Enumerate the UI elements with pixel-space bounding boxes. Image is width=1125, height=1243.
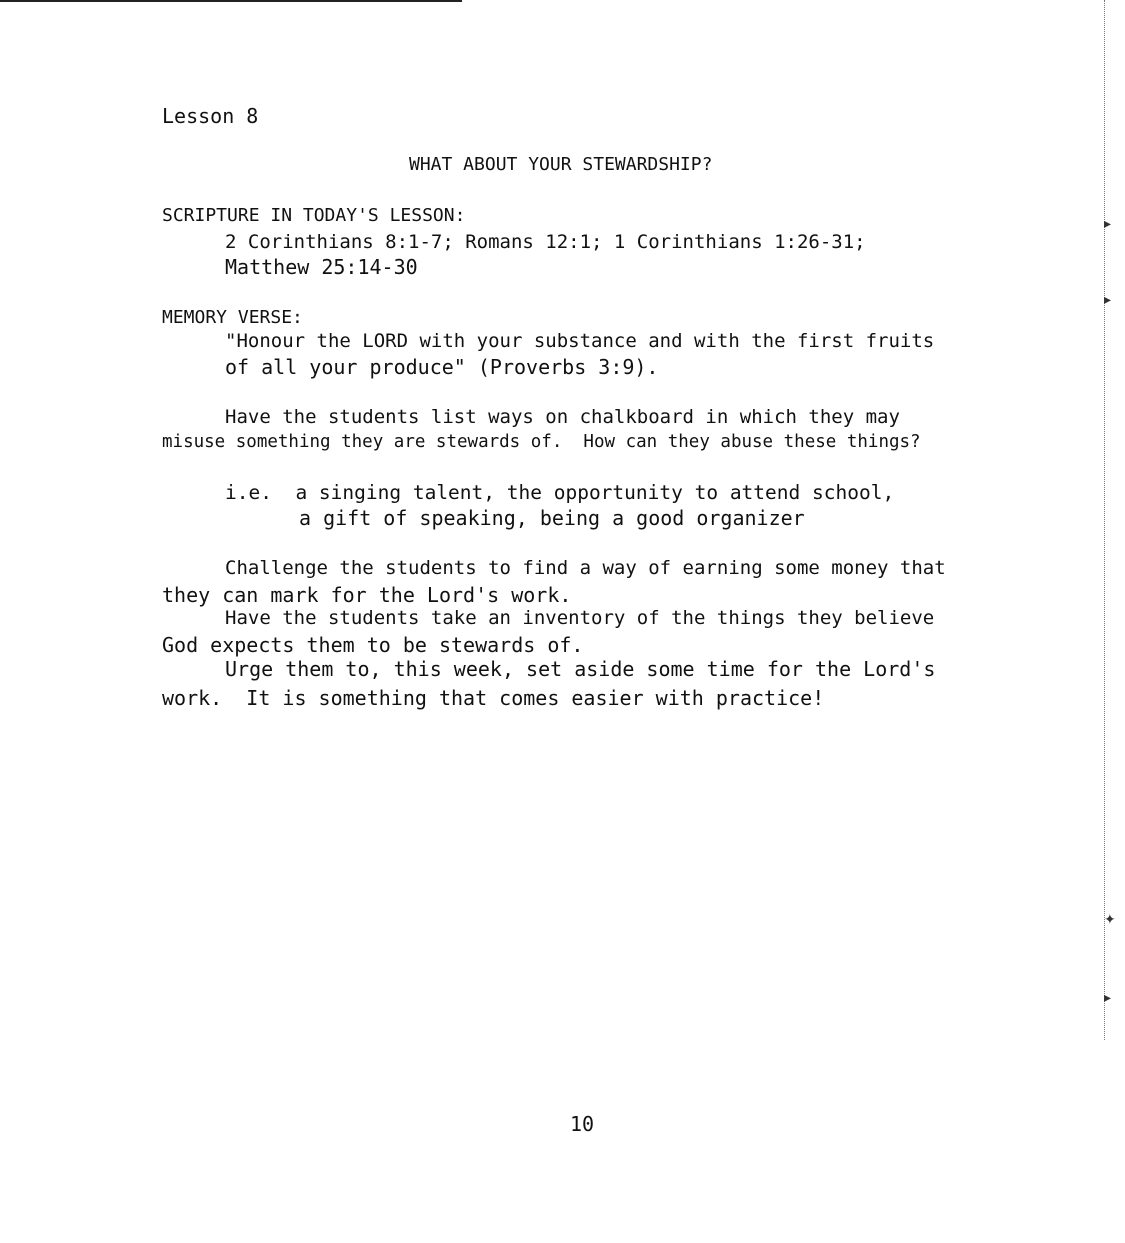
memory-verse-line-1: "Honour the LORD with your substance and with the first fruits bbox=[225, 330, 935, 352]
scripture-heading: SCRIPTURE IN TODAY'S LESSON: bbox=[162, 205, 466, 226]
paragraph-1-line-1: Have the students list ways on chalkboard in which they may bbox=[225, 406, 900, 428]
paragraph-2-line-6: work. It is something that comes easier with practice! bbox=[162, 686, 825, 710]
memory-verse-heading: MEMORY VERSE: bbox=[162, 307, 303, 328]
memory-verse-line-2: of all your produce" (Proverbs 3:9). bbox=[225, 355, 659, 379]
scan-artifact-mark: ▸ bbox=[1104, 292, 1112, 308]
scan-artifact-mark: ▸ bbox=[1104, 216, 1112, 232]
paragraph-2-line-4: God expects them to be stewards of. bbox=[162, 633, 584, 657]
scan-artifact-mark: ✦ bbox=[1104, 912, 1116, 928]
examples-line-1: i.e. a singing talent, the opportunity to attend school, bbox=[225, 481, 895, 504]
examples-line-2: a gift of speaking, being a good organizer bbox=[299, 506, 805, 530]
scan-top-edge-line bbox=[0, 0, 462, 2]
paragraph-2-line-3: Have the students take an inventory of the things they believe bbox=[225, 607, 935, 629]
scan-artifact-mark: ▸ bbox=[1104, 990, 1112, 1006]
paragraph-2-line-5: Urge them to, this week, set aside some time for the Lord's bbox=[225, 657, 936, 681]
scripture-line-2: Matthew 25:14-30 bbox=[225, 255, 418, 279]
scripture-line-1: 2 Corinthians 8:1-7; Romans 12:1; 1 Corinthians 1:26-31; bbox=[225, 231, 866, 253]
paragraph-1-line-2: misuse something they are stewards of. How can they abuse these things? bbox=[162, 432, 921, 452]
paragraph-2-line-1: Challenge the students to find a way of earning some money that bbox=[225, 557, 946, 579]
page-number: 10 bbox=[570, 1112, 595, 1136]
paragraph-2-line-2: they can mark for the Lord's work. bbox=[162, 583, 572, 607]
lesson-label: Lesson 8 bbox=[162, 104, 259, 128]
scan-right-edge-line bbox=[1104, 0, 1105, 1040]
page-title: WHAT ABOUT YOUR STEWARDSHIP? bbox=[409, 154, 713, 175]
